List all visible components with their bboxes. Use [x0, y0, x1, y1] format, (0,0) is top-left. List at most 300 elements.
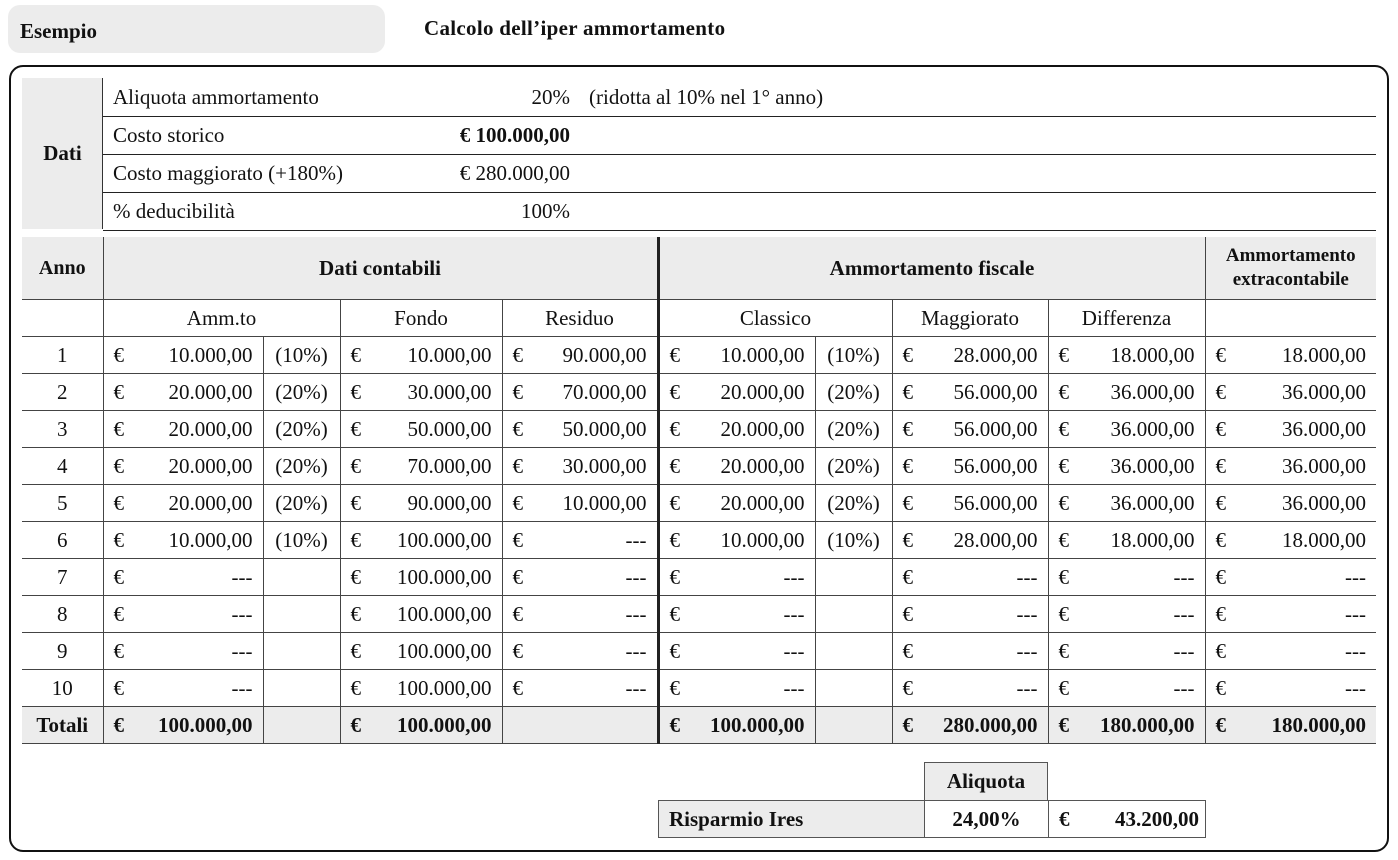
cell-fondo: [340, 485, 502, 522]
total-maggiorato: [892, 707, 1048, 744]
subheader-residuo: Residuo: [502, 300, 658, 337]
currency-symbol: €: [350, 342, 361, 367]
currency-symbol: €: [512, 342, 523, 367]
cell-fondo: [340, 411, 502, 448]
currency-symbol: €: [669, 490, 680, 515]
cell-residuo: [502, 670, 658, 707]
currency-symbol: €: [669, 453, 680, 478]
cell-extracontabile-value: ---: [1345, 564, 1366, 589]
currency-symbol: €: [350, 490, 361, 515]
cell-residuo-value: ---: [625, 564, 647, 589]
dati-label-text: Dati: [43, 141, 82, 165]
cell-ammto-pct: (10%): [263, 522, 340, 559]
currency-symbol: €: [1058, 712, 1069, 737]
currency-symbol: €: [1215, 675, 1226, 700]
currency-symbol: €: [669, 712, 680, 737]
cell-ammto-value: ---: [231, 675, 253, 700]
currency-symbol: €: [350, 453, 361, 478]
cell-fondo: [340, 522, 502, 559]
cell-classico-value: ---: [783, 564, 805, 589]
currency-symbol: €: [902, 638, 913, 663]
currency-symbol: €: [1058, 490, 1069, 515]
currency-symbol: €: [669, 564, 680, 589]
cell-residuo: [502, 337, 658, 374]
cell-anno: 7: [22, 559, 103, 596]
currency-symbol: €: [1058, 638, 1069, 663]
currency-symbol: €: [669, 379, 680, 404]
total-extracontabile: [1205, 707, 1376, 744]
cell-ammto-value: 20.000,00: [168, 379, 253, 404]
currency-symbol: €: [902, 490, 913, 515]
cell-extracontabile: [1205, 337, 1376, 374]
cell-residuo-value: 10.000,00: [562, 490, 647, 515]
cell-classico-pct: (20%): [815, 448, 892, 485]
table-row: [22, 374, 1376, 411]
cell-differenza: [1048, 559, 1205, 596]
total-ammto: [103, 707, 263, 744]
cell-classico-pct: [815, 633, 892, 670]
cell-fondo-value: 100.000,00: [397, 601, 492, 626]
currency-symbol: €: [113, 712, 124, 737]
cell-anno: 5: [22, 485, 103, 522]
dati-row-label: % deducibilità: [113, 199, 235, 223]
cell-classico-value: ---: [783, 601, 805, 626]
total-ammto-value: 100.000,00: [158, 712, 253, 737]
example-label: Esempio: [20, 19, 98, 43]
currency-symbol: €: [512, 601, 523, 626]
cell-residuo: [502, 596, 658, 633]
cell-classico: [658, 374, 815, 411]
currency-symbol: €: [1215, 490, 1226, 515]
cell-maggiorato-value: 56.000,00: [953, 453, 1038, 478]
cell-differenza-value: 36.000,00: [1110, 416, 1195, 441]
cell-differenza: [1048, 596, 1205, 633]
totals-row: [22, 707, 1376, 744]
ires-value: 43.200,00: [1115, 807, 1199, 831]
cell-maggiorato: [892, 448, 1048, 485]
total-fondo: [340, 707, 502, 744]
currency-symbol: €: [1058, 453, 1069, 478]
cell-extracontabile-value: 18.000,00: [1282, 527, 1366, 552]
dati-row-label: Aliquota ammortamento: [113, 85, 319, 109]
cell-anno: 4: [22, 448, 103, 485]
cell-ammto-value: 20.000,00: [168, 453, 253, 478]
cell-residuo-value: 70.000,00: [562, 379, 647, 404]
currency-symbol: €: [113, 638, 124, 663]
currency-symbol: €: [113, 453, 124, 478]
currency-symbol: €: [669, 601, 680, 626]
cell-classico-value: 20.000,00: [720, 490, 805, 515]
currency-symbol: €: [350, 675, 361, 700]
currency-symbol: €: [902, 675, 913, 700]
cell-differenza: [1048, 633, 1205, 670]
currency-symbol: €: [902, 379, 913, 404]
cell-anno: 10: [22, 670, 103, 707]
table-row: [22, 337, 1376, 374]
cell-anno: 1: [22, 337, 103, 374]
cell-maggiorato: [892, 485, 1048, 522]
cell-differenza: [1048, 448, 1205, 485]
cell-extracontabile: [1205, 670, 1376, 707]
currency-symbol: €: [350, 638, 361, 663]
currency-symbol: €: [669, 638, 680, 663]
currency-symbol: €: [1058, 564, 1069, 589]
cell-residuo: [502, 374, 658, 411]
header-dati-contabili: Dati contabili: [103, 237, 658, 300]
subheader-classico: Classico: [658, 300, 892, 337]
cell-ammto-pct: (10%): [263, 337, 340, 374]
currency-symbol: €: [902, 564, 913, 589]
header-anno: Anno: [22, 237, 103, 300]
cell-ammto: [103, 448, 263, 485]
cell-differenza: [1048, 374, 1205, 411]
cell-classico: [658, 337, 815, 374]
cell-maggiorato: [892, 596, 1048, 633]
currency-symbol: €: [350, 416, 361, 441]
cell-classico: [658, 411, 815, 448]
cell-extracontabile-value: ---: [1345, 638, 1366, 663]
cell-ammto: [103, 670, 263, 707]
cell-ammto-pct: [263, 596, 340, 633]
currency-symbol: €: [350, 379, 361, 404]
total-maggiorato-value: 280.000,00: [943, 712, 1038, 737]
currency-symbol: €: [1215, 453, 1226, 478]
cell-residuo: [502, 411, 658, 448]
currency-symbol: €: [512, 675, 523, 700]
ires-value-cell: [1049, 800, 1206, 838]
currency-symbol: €: [1215, 564, 1226, 589]
cell-classico-pct: [815, 596, 892, 633]
dati-row-note: (ridotta al 10% nel 1° anno): [589, 85, 824, 109]
page-title: Calcolo dell’iper ammortamento: [424, 16, 726, 40]
ires-rate-header: Aliquota: [924, 762, 1048, 800]
header-ammortamento-fiscale: Ammortamento fiscale: [658, 237, 1205, 300]
cell-ammto: [103, 337, 263, 374]
currency-symbol: €: [669, 416, 680, 441]
currency-symbol: €: [902, 712, 913, 737]
total-classico-value: 100.000,00: [710, 712, 805, 737]
currency-symbol: €: [512, 527, 523, 552]
cell-fondo-value: 100.000,00: [397, 527, 492, 552]
currency-symbol: €: [902, 342, 913, 367]
table-row: [22, 448, 1376, 485]
cell-differenza-value: ---: [1173, 601, 1195, 626]
cell-extracontabile: [1205, 485, 1376, 522]
header-extracontabile-line1: Ammortamento: [1225, 245, 1356, 266]
total-empty: [815, 707, 892, 744]
cell-anno: 8: [22, 596, 103, 633]
cell-residuo-value: 50.000,00: [562, 416, 647, 441]
currency-symbol: €: [512, 490, 523, 515]
total-differenza: [1048, 707, 1205, 744]
cell-maggiorato: [892, 670, 1048, 707]
currency-symbol: €: [113, 379, 124, 404]
currency-symbol: €: [350, 564, 361, 589]
cell-classico: [658, 522, 815, 559]
cell-maggiorato-value: 56.000,00: [953, 379, 1038, 404]
dati-label: [22, 78, 103, 229]
cell-fondo-value: 10.000,00: [407, 342, 492, 367]
cell-differenza: [1048, 522, 1205, 559]
currency-symbol: €: [1215, 601, 1226, 626]
cell-residuo-value: ---: [625, 638, 647, 663]
table-row: [22, 522, 1376, 559]
cell-classico-pct: [815, 670, 892, 707]
cell-classico-value: ---: [783, 638, 805, 663]
cell-extracontabile-value: 36.000,00: [1282, 490, 1366, 515]
currency-symbol: €: [350, 527, 361, 552]
cell-classico-pct: (10%): [815, 337, 892, 374]
cell-extracontabile-value: ---: [1345, 675, 1366, 700]
cell-classico-value: 10.000,00: [720, 342, 805, 367]
cell-differenza: [1048, 670, 1205, 707]
cell-extracontabile: [1205, 596, 1376, 633]
cell-maggiorato-value: 56.000,00: [953, 490, 1038, 515]
dati-row-costo-maggiorato: [103, 155, 1376, 193]
cell-extracontabile: [1205, 448, 1376, 485]
cell-fondo-value: 70.000,00: [407, 453, 492, 478]
currency-symbol: €: [1058, 527, 1069, 552]
subheader-maggiorato: Maggiorato: [892, 300, 1048, 337]
subheader-ammto: Amm.to: [103, 300, 340, 337]
header-extracontabile-line2: extracontabile: [1232, 269, 1349, 290]
table-subheader-row: [22, 300, 1376, 337]
cell-classico-pct: [815, 559, 892, 596]
cell-extracontabile-value: 36.000,00: [1282, 379, 1366, 404]
table-row: [22, 559, 1376, 596]
cell-maggiorato-value: 28.000,00: [953, 527, 1038, 552]
cell-ammto-pct: [263, 633, 340, 670]
cell-classico: [658, 559, 815, 596]
currency-symbol: €: [512, 453, 523, 478]
currency-symbol: €: [1058, 379, 1069, 404]
cell-maggiorato: [892, 559, 1048, 596]
currency-symbol: €: [113, 527, 124, 552]
ires-label: Risparmio Ires: [658, 800, 925, 838]
cell-ammto: [103, 596, 263, 633]
cell-fondo-value: 100.000,00: [397, 638, 492, 663]
currency-symbol: €: [1215, 379, 1226, 404]
cell-extracontabile-value: 18.000,00: [1282, 342, 1366, 367]
total-fondo-value: 100.000,00: [397, 712, 492, 737]
dati-row-label: Costo maggiorato (+180%): [113, 161, 343, 185]
dati-row-costo-storico: [103, 117, 1376, 155]
cell-residuo: [502, 448, 658, 485]
currency-symbol: €: [1215, 527, 1226, 552]
cell-fondo: [340, 374, 502, 411]
cell-anno: 2: [22, 374, 103, 411]
cell-ammto-pct: (20%): [263, 411, 340, 448]
cell-ammto: [103, 522, 263, 559]
cell-maggiorato-value: ---: [1016, 675, 1038, 700]
cell-classico-value: 20.000,00: [720, 453, 805, 478]
cell-extracontabile: [1205, 559, 1376, 596]
dati-row-deducibilita: [103, 193, 1376, 231]
currency-symbol: €: [902, 416, 913, 441]
cell-differenza: [1048, 411, 1205, 448]
cell-fondo: [340, 559, 502, 596]
cell-classico-value: 20.000,00: [720, 379, 805, 404]
cell-classico: [658, 670, 815, 707]
currency-symbol: €: [512, 564, 523, 589]
cell-extracontabile: [1205, 374, 1376, 411]
cell-differenza-value: 36.000,00: [1110, 379, 1195, 404]
cell-classico-value: ---: [783, 675, 805, 700]
cell-residuo: [502, 633, 658, 670]
total-empty: [263, 707, 340, 744]
currency-symbol: €: [1215, 416, 1226, 441]
currency-symbol: €: [902, 527, 913, 552]
cell-residuo-value: ---: [625, 601, 647, 626]
cell-classico-pct: (10%): [815, 522, 892, 559]
cell-differenza-value: 18.000,00: [1110, 527, 1195, 552]
dati-row-value: € 100.000,00: [459, 123, 570, 147]
cell-ammto-pct: (20%): [263, 448, 340, 485]
cell-ammto-value: ---: [231, 638, 253, 663]
cell-ammto-value: ---: [231, 564, 253, 589]
cell-anno: 9: [22, 633, 103, 670]
currency-symbol: €: [350, 712, 361, 737]
subheader-empty: [1205, 300, 1376, 337]
cell-maggiorato-value: ---: [1016, 638, 1038, 663]
cell-ammto-value: 10.000,00: [168, 527, 253, 552]
cell-ammto-pct: [263, 670, 340, 707]
cell-fondo-value: 50.000,00: [407, 416, 492, 441]
currency-symbol: €: [350, 601, 361, 626]
cell-maggiorato-value: ---: [1016, 564, 1038, 589]
cell-maggiorato: [892, 337, 1048, 374]
currency-symbol: €: [512, 416, 523, 441]
cell-fondo: [340, 633, 502, 670]
cell-ammto-value: 20.000,00: [168, 416, 253, 441]
cell-maggiorato: [892, 522, 1048, 559]
cell-maggiorato-value: 56.000,00: [953, 416, 1038, 441]
total-extracontabile-value: 180.000,00: [1271, 712, 1366, 737]
currency-symbol: €: [669, 527, 680, 552]
cell-ammto-pct: (20%): [263, 374, 340, 411]
cell-extracontabile-value: 36.000,00: [1282, 416, 1366, 441]
cell-anno: 3: [22, 411, 103, 448]
cell-fondo-value: 90.000,00: [407, 490, 492, 515]
currency-symbol: €: [902, 601, 913, 626]
cell-residuo-value: ---: [625, 527, 647, 552]
cell-ammto-value: 20.000,00: [168, 490, 253, 515]
cell-maggiorato: [892, 633, 1048, 670]
header-extracontabile: [1205, 237, 1376, 300]
cell-maggiorato: [892, 411, 1048, 448]
cell-differenza-value: ---: [1173, 638, 1195, 663]
subheader-fondo: Fondo: [340, 300, 502, 337]
currency-symbol: €: [512, 638, 523, 663]
currency-symbol: €: [1215, 638, 1226, 663]
cell-classico-value: 10.000,00: [720, 527, 805, 552]
cell-differenza-value: 36.000,00: [1110, 490, 1195, 515]
cell-fondo-value: 100.000,00: [397, 564, 492, 589]
cell-ammto: [103, 633, 263, 670]
dati-row-label: Costo storico: [113, 123, 225, 147]
cell-ammto-value: 10.000,00: [168, 342, 253, 367]
table-row: [22, 670, 1376, 707]
currency-symbol: €: [113, 601, 124, 626]
currency-symbol: €: [113, 342, 124, 367]
cell-anno: 6: [22, 522, 103, 559]
cell-differenza-value: 36.000,00: [1110, 453, 1195, 478]
currency-symbol: €: [1058, 675, 1069, 700]
cell-ammto: [103, 374, 263, 411]
subheader-empty: [22, 300, 103, 337]
cell-extracontabile: [1205, 411, 1376, 448]
cell-fondo-value: 30.000,00: [407, 379, 492, 404]
dati-row-aliquota: [103, 79, 1376, 117]
cell-differenza: [1048, 485, 1205, 522]
currency-symbol: €: [1058, 601, 1069, 626]
total-empty: [502, 707, 658, 744]
cell-fondo: [340, 337, 502, 374]
cell-ammto: [103, 411, 263, 448]
cell-maggiorato: [892, 374, 1048, 411]
table-header-row: [22, 237, 1376, 300]
currency-symbol: €: [1215, 712, 1226, 737]
cell-classico-pct: (20%): [815, 411, 892, 448]
cell-residuo-value: ---: [625, 675, 647, 700]
cell-classico: [658, 448, 815, 485]
cell-residuo-value: 30.000,00: [562, 453, 647, 478]
totals-label: Totali: [22, 707, 103, 744]
cell-residuo: [502, 559, 658, 596]
cell-ammto-value: ---: [231, 601, 253, 626]
cell-maggiorato-value: ---: [1016, 601, 1038, 626]
cell-differenza-value: ---: [1173, 675, 1195, 700]
cell-residuo: [502, 522, 658, 559]
ammortamento-table: [22, 237, 1376, 744]
cell-classico-value: 20.000,00: [720, 416, 805, 441]
table-row: [22, 411, 1376, 448]
cell-differenza-value: 18.000,00: [1110, 342, 1195, 367]
cell-fondo: [340, 670, 502, 707]
table-row: [22, 633, 1376, 670]
currency-symbol: €: [113, 416, 124, 441]
ires-rate: 24,00%: [925, 800, 1049, 838]
currency-symbol: €: [1215, 342, 1226, 367]
cell-classico: [658, 485, 815, 522]
cell-fondo-value: 100.000,00: [397, 675, 492, 700]
cell-ammto-pct: [263, 559, 340, 596]
cell-differenza: [1048, 337, 1205, 374]
cell-residuo: [502, 485, 658, 522]
cell-extracontabile-value: ---: [1345, 601, 1366, 626]
cell-ammto-pct: (20%): [263, 485, 340, 522]
ires-row: [658, 800, 1206, 838]
cell-fondo: [340, 596, 502, 633]
cell-classico-pct: (20%): [815, 485, 892, 522]
currency-symbol: €: [113, 490, 124, 515]
currency-symbol: €: [113, 675, 124, 700]
cell-extracontabile: [1205, 633, 1376, 670]
example-label-box: [8, 5, 385, 53]
dati-row-value: € 280.000,00: [459, 161, 570, 185]
currency-symbol: €: [1058, 342, 1069, 367]
currency-symbol: €: [669, 675, 680, 700]
currency-symbol: €: [512, 379, 523, 404]
currency-symbol: €: [1059, 807, 1070, 831]
cell-ammto: [103, 485, 263, 522]
currency-symbol: €: [1058, 416, 1069, 441]
cell-maggiorato-value: 28.000,00: [953, 342, 1038, 367]
cell-fondo: [340, 448, 502, 485]
cell-differenza-value: ---: [1173, 564, 1195, 589]
dati-row-value: 20%: [531, 85, 570, 109]
table-row: [22, 596, 1376, 633]
